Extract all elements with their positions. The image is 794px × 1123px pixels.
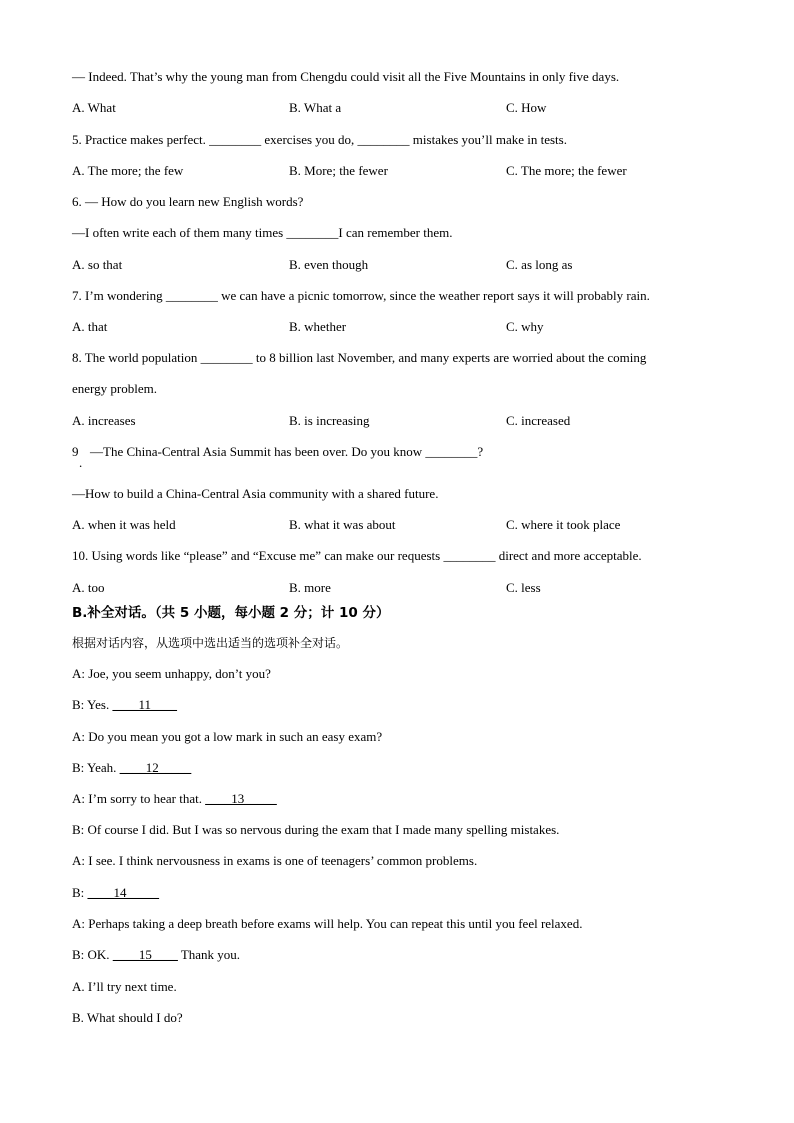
q10-stem: 10. Using words like “please” and “Excuse me” can make our requests ________ direct and more acceptable.: [72, 548, 642, 563]
q8-option-a: A. increases: [72, 413, 136, 428]
dialogue-line: [72, 666, 271, 682]
q4-option-a: A. What: [72, 100, 116, 115]
q10-option-c: C. less: [506, 580, 541, 595]
dialogue-line: [72, 947, 240, 963]
q6-option-c: C. as long as: [506, 257, 573, 272]
dialogue-text: A: Joe, you seem unhappy, don’t you?: [72, 666, 271, 681]
q9-number-dot: .: [79, 455, 83, 470]
q8-stem-line2: energy problem.: [72, 381, 157, 396]
blank-11: ____11____: [112, 697, 177, 712]
dialogue-text: B: Of course I did. But I was so nervous during the exam that I made many spelling mistakes.: [72, 822, 560, 837]
q4-option-b: B. What a: [289, 100, 342, 115]
dialogue-text: B: OK.: [72, 947, 113, 962]
dialogue-text: B: Yeah.: [72, 760, 120, 775]
dialogue-line: [72, 885, 159, 901]
q7-option-a: A. that: [72, 319, 108, 334]
q9-reply: —How to build a China-Central Asia community with a shared future.: [72, 486, 439, 501]
q9-option-a: A. when it was held: [72, 517, 176, 532]
q9-option-b: B. what it was about: [289, 517, 396, 532]
q7-option-c: C. why: [506, 319, 544, 334]
blank-13: ____13_____: [205, 791, 277, 806]
q9-number: 9: [72, 444, 79, 459]
q7-stem: 7. I’m wondering ________ we can have a picnic tomorrow, since the weather report says it will probably rain.: [72, 288, 650, 303]
q4-option-c: C. How: [506, 100, 547, 115]
dialogue-text: B: Yes.: [72, 697, 113, 712]
dialogue-text: B:: [72, 885, 88, 900]
section-b-heading: B.补全对话。（共 5 小题，每小题 2 分；计 10 分）: [72, 605, 390, 621]
blank-15: ____15____: [112, 947, 178, 962]
q10-option-a: A. too: [72, 580, 105, 595]
q9-stem: —The China-Central Asia Summit has been over. Do you know ________?: [90, 444, 484, 459]
dialogue-line: [72, 853, 477, 869]
blank-12: ____12_____: [119, 760, 192, 775]
dialogue-line: [72, 791, 277, 807]
q5-option-a: A. The more; the few: [72, 163, 184, 178]
dialogue-text: A: Do you mean you got a low mark in such an easy exam?: [72, 729, 383, 744]
q6-option-a: A. so that: [72, 257, 123, 272]
answer-option-b: B. What should I do?: [72, 1010, 183, 1025]
section-b-instruction: 根据对话内容，从选项中选出适当的选项补全对话。: [72, 636, 349, 650]
dialogue-text: Thank you.: [177, 947, 241, 962]
q5-option-c: C. The more; the fewer: [506, 163, 627, 178]
q6-stem: 6. — How do you learn new English words?: [72, 194, 304, 209]
blank-14: ____14_____: [87, 885, 160, 900]
q6-option-b: B. even though: [289, 257, 369, 272]
q5-stem: 5. Practice makes perfect. ________ exercises you do, ________ mistakes you’ll make in tests.: [72, 132, 567, 147]
dialogue-line: [72, 729, 382, 745]
q8-stem-line1: 8. The world population ________ to 8 billion last November, and many experts are worried about the coming: [72, 350, 647, 365]
q4-answer-line: — Indeed. That’s why the young man from Chengdu could visit all the Five Mountains in only five days.: [72, 69, 620, 84]
q9-option-c: C. where it took place: [506, 517, 621, 532]
dialogue-text: A: I see. I think nervousness in exams is one of teenagers’ common problems.: [72, 853, 478, 868]
dialogue-text: A: Perhaps taking a deep breath before exams will help. You can repeat this until you feel relaxed.: [72, 916, 583, 931]
answer-option-a: A. I’ll try next time.: [72, 979, 177, 994]
q5-option-b: B. More; the fewer: [289, 163, 388, 178]
q10-option-b: B. more: [289, 580, 331, 595]
q6-reply: —I often write each of them many times ________I can remember them.: [72, 225, 453, 240]
dialogue-line: [72, 916, 582, 932]
dialogue-line: [72, 697, 177, 713]
q7-option-b: B. whether: [289, 319, 347, 334]
dialogue-line: [72, 760, 191, 776]
q8-option-b: B. is increasing: [289, 413, 370, 428]
q8-option-c: C. increased: [506, 413, 571, 428]
dialogue-line: [72, 822, 559, 838]
dialogue-text: A: I’m sorry to hear that.: [72, 791, 206, 806]
